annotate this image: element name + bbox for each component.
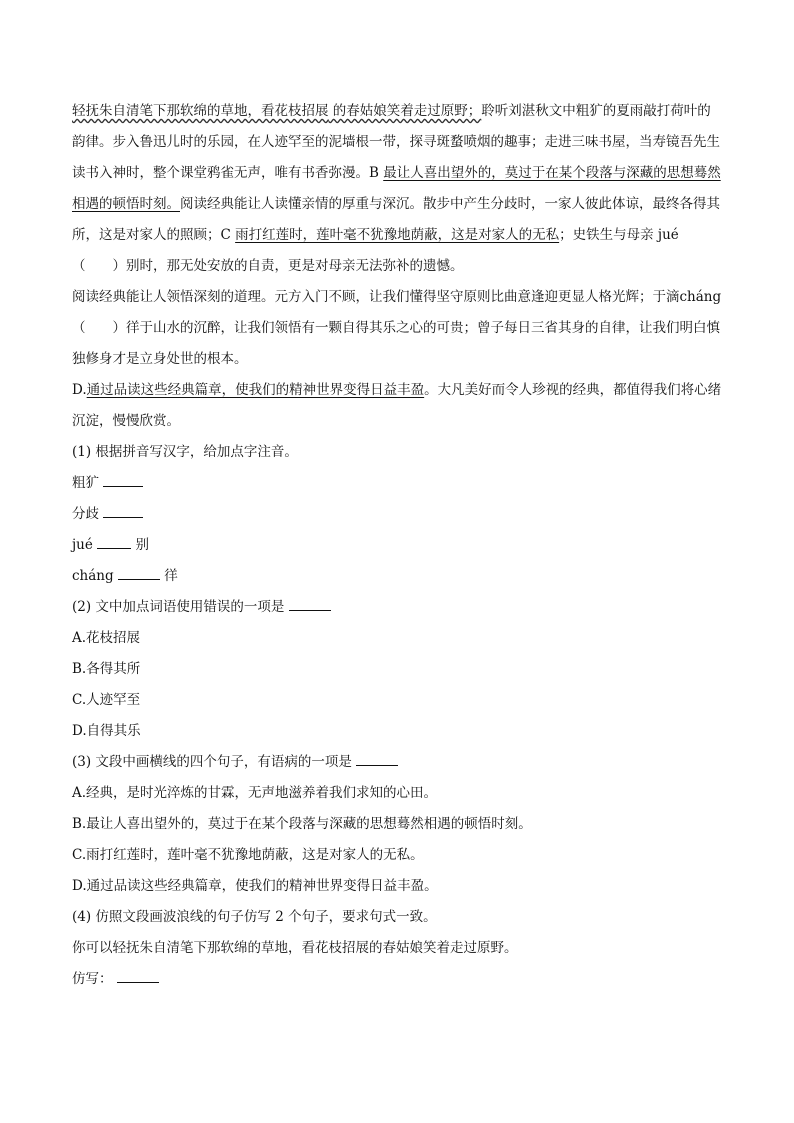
answer-blank[interactable] (289, 596, 331, 611)
passage-text: ；史铁生与母亲 jué（ ）别时，那无处安放的自责，更是对母亲无法弥补的遗憾。 (72, 227, 679, 274)
document-page (72, 96, 724, 995)
underlined-sentence-d: 通过品读这些经典篇章，使我们的精神世界变得日益丰盈 (86, 382, 425, 398)
question-1-stem: (1) 根据拼音写汉字，给加点字注音。 (72, 444, 298, 460)
passage-paragraph-1 (72, 96, 724, 282)
question-1-item (72, 499, 724, 530)
passage-paragraph-2: 阅读经典能让人领悟深刻的道理。元方入门不顾，让我们懂得坚守原则比曲意逢迎更显人格光辉；于滴cháng（ ）徉于山水的沉醉，让我们领悟有一颗自得其乐之心的可贵；曾子每日三省其身的自律，让我们明白慎独修身才是立身处世的根本。 (72, 289, 722, 367)
question-1-item (72, 468, 724, 499)
item-suffix: 别 (131, 537, 149, 553)
question-3-option: A.经典，是时光淬炼的甘霖，无声地滋养着我们求知的心田。 (72, 785, 438, 801)
passage-text: 聆听刘湛秋文中粗犷的夏雨敲打荷叶的韵律。步入鲁迅儿时的乐园，在人迹罕至的泥墙根一带，探寻斑蝥喷烟的趣事；走进三味书屋，当寿镜吾先生读书入神时，整个课堂鸦雀无声，唯有书香弥漫。B (72, 103, 720, 181)
answer-blank[interactable] (118, 565, 160, 580)
question-3-option: C.雨打红莲时，莲叶毫不犹豫地荫蔽，这是对家人的无私。 (72, 847, 424, 863)
question-3-stem (72, 747, 724, 778)
stem-text: (3) 文段中画横线的四个句子，有语病的一项是 (72, 754, 357, 770)
passage-text: 。大凡美好而令人珍视的经典，都值得我们将心绪沉淀，慢慢欣赏。 (72, 382, 722, 429)
wavy-text-2: 看花枝招展 (261, 103, 329, 119)
answer-blank[interactable] (97, 534, 131, 549)
label-d: D. (72, 382, 87, 398)
item-label: 粗犷 (72, 475, 104, 491)
item-suffix: 徉 (159, 568, 178, 584)
wavy-text-1: 轻抚朱自清笔下那软绵的草地， (72, 103, 261, 119)
item-label: 分歧 (72, 506, 104, 522)
question-4-example: 你可以轻抚朱自清笔下那软绵的草地，看花枝招展的春姑娘笑着走过原野。 (72, 940, 518, 956)
question-2-option: B.各得其所 (72, 661, 141, 677)
answer-blank[interactable] (356, 751, 398, 766)
stem-text: (2) 文中加点词语使用错误的一项是 (72, 599, 289, 615)
question-1-item (72, 530, 724, 561)
underlined-sentence-b: 最让人喜出望外的，莫过于在某个段落与深藏的思想蓦然相遇的顿悟时刻。 (72, 165, 721, 212)
wavy-sentence (72, 103, 329, 119)
wavy-sentence-end: 的春姑娘笑着走过原野； (328, 103, 482, 119)
question-2-option: D.自得其乐 (72, 723, 141, 739)
item-label: jué (72, 537, 98, 553)
question-2-stem (72, 592, 724, 623)
question-2-option: A.花枝招展 (72, 630, 141, 646)
question-4-stem: (4) 仿照文段画波浪线的句子仿写 2 个句子，要求句式一致。 (72, 909, 437, 925)
question-2-option: C.人迹罕至 (72, 692, 141, 708)
question-3-option: D.通过品读这些经典篇章，使我们的精神世界变得日益丰盈。 (72, 878, 438, 894)
answer-label: 仿写： (72, 971, 117, 987)
answer-blank[interactable] (103, 503, 143, 518)
passage-text: 阅读经典能让人读懂亲情的厚重与深沉。散步中产生分歧时，一家人彼此体谅，最终各得其所，这是对家人的照顾；C (72, 196, 720, 243)
underlined-sentence-c: 雨打红莲时，莲叶毫不犹豫地荫蔽，这是对家人的无私 (235, 227, 560, 243)
question-3-option: B.最让人喜出望外的，莫过于在某个段落与深藏的思想蓦然相遇的顿悟时刻。 (72, 816, 532, 832)
answer-blank[interactable] (117, 968, 159, 983)
item-label: cháng (72, 568, 118, 584)
passage-paragraph-3 (72, 375, 724, 437)
answer-blank[interactable] (103, 472, 143, 487)
question-4-answer (72, 964, 724, 995)
question-1-item (72, 561, 724, 592)
